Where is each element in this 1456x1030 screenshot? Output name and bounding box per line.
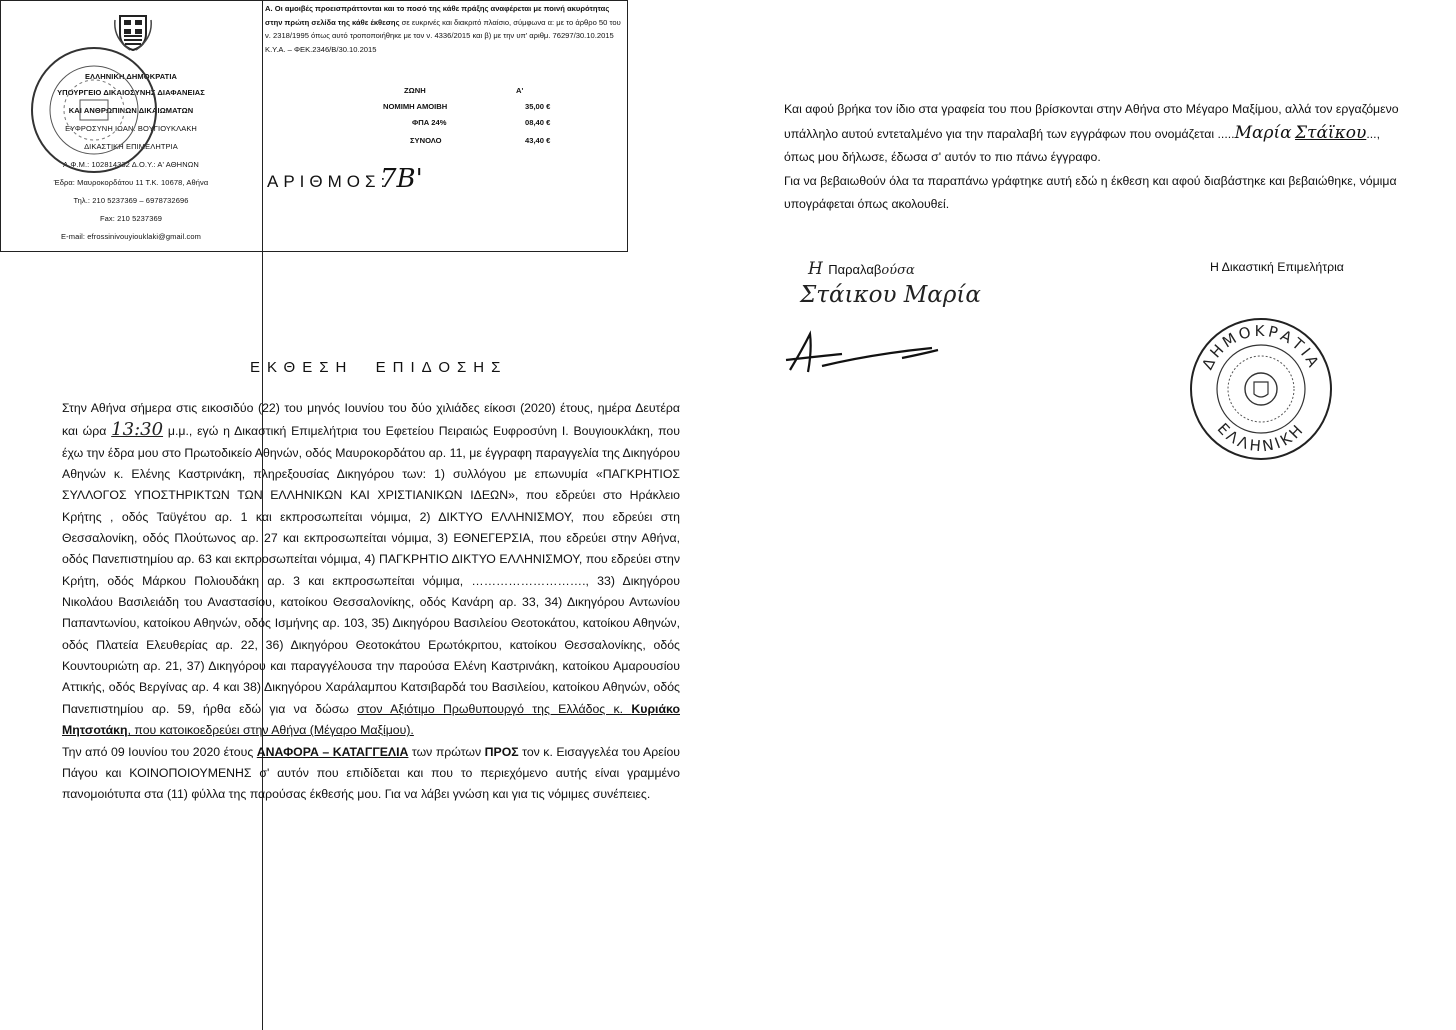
stamp-partial-icon <box>24 40 164 180</box>
fee-value-total: 43,40 € <box>525 136 551 145</box>
zone-label: ΖΩΝΗ <box>404 86 426 95</box>
p2-text-d: τον κ. Εισαγγελέα του Αρείου Πάγου και ΚΟΙΝΟΠΟΙΟΥΜΕΝΗΣ σ' αυτόν που επιδίδεται και που το περιεχόμενο αυτής είναι γραμμένο πανομοιότυπα στα (11) φύλλα της παρούσας έκθεσής μου. Για να λάβει γνώση και για τις νόμιμες συνέπειες. <box>62 744 681 802</box>
fee-notice-rest: σε ευκρινές και διακριτό πλαίσιο, σύμφωνα α: με το άρθρο 50 του ν. 2318/1995 όπως αυτό τροποποιήθηκε με τον ν. 4336/2015 και β) με την υπ' αριθμ. 76297/30.10.2015 Κ.Υ.Α. – ΦΕΚ.2346/Β/30.10.2015 <box>265 17 621 54</box>
p2-doc-type: ΑΝΑΦΟΡΑ – ΚΑΤΑΓΓΕΛΙΑ <box>256 744 409 759</box>
header-address: Έδρα: Μαυροκορδάτου 11 Τ.Κ. 10678, Αθήνα <box>53 178 209 187</box>
official-stamp-icon <box>1188 316 1334 462</box>
recipient-label-hand: ούσα <box>881 263 915 278</box>
recipient-label-text: Παραλαβ <box>828 262 882 277</box>
p2-text-c: των πρώτων <box>408 744 485 759</box>
fee-notice <box>265 2 623 56</box>
bailiff-signature-label: Η Δικαστική Επιμελήτρια <box>1210 260 1344 274</box>
header-state: ΕΛΛΗΝΙΚΗ ΔΗΜΟΚΡΑΤΙΑ <box>84 72 178 81</box>
recipient-signature-icon <box>782 330 952 380</box>
recipient-prefix: Η <box>808 259 829 279</box>
r1-text-a: Και αφού βρήκα τον ίδιο στα γραφεία του που βρίσκονται στην Αθήνα στο Μέγαρο Μαξίμου, αλλά τον εργαζόμενο υπάλληλο αυτού εντεταλμένο για την παραλαβή των εγγράφων που ονομάζεται ..... <box>784 102 1399 141</box>
fee-label-total: ΣΥΝΟΛΟ <box>410 136 442 145</box>
stamp-bottom-text: ΕΛΛΗΝΙΚΗ <box>1213 419 1309 456</box>
stamp-top-text: ΔΗΜΟΚΡΑΤΙΑ <box>1198 321 1324 373</box>
svg-text:ΔΗΜΟΚΡΑΤΙΑ <box>1198 322 1323 373</box>
right-paragraph-1 <box>784 98 1404 170</box>
fee-label-vat: ΦΠΑ 24% <box>412 118 447 127</box>
paragraph-1 <box>62 398 680 742</box>
header-bailiff-title: ΔΙΚΑΣΤΙΚΗ ΕΠΙΜΕΛΗΤΡΙΑ <box>84 142 178 151</box>
zone-value: Α' <box>516 86 524 95</box>
p1-text-b: μ.μ., εγώ η Δικαστική Επιμελήτρια του Εφετείου Πειραιώς Ευφροσύνη Ι. Βουγιουκλάκη, που έχω την έδρα μου στο Πρωτοδικείο Αθηνών, οδός Μαυροκορδάτου αρ. 11, με έγγραφη παραγγελία της Δικηγόρου Αθηνών κ. Ελένης Καστρινάκη, πληρεξουσίας Δικηγόρου των: 1) συλλόγου με επωνυμία «ΠΑΓΚΡΗΤΙΟΣ ΣΥΛΛΟΓΟΣ ΥΠΟΣΤΗΡΙΚΤΩΝ ΤΩΝ ΕΛΛΗΝΙΚΩΝ ΚΑΙ ΧΡΙΣΤΙΑΝΙΚΩΝ ΙΔΕΩΝ», που εδρεύει στο Ηράκλειο Κρήτης , οδός Ταϋγέτου αρ. 1 και εκπροσωπείται νόμιμα, 2) ΔΙΚΤΥΟ ΕΛΛΗΝΙΣΜΟΥ, που εδρεύει στη Θεσσαλονίκη, οδός Πλούτωνος αρ. 27 και εκπροσωπείται νόμιμα, 3) ΕΘΝΕΓΕΡΣΙΑ, που εδρεύει στην Αθήνα, οδός Πανεπιστημίου αρ. 63 και εκπροσωπείται νόμιμα, 4) ΠΑΓΚΡΗΤΙΟ ΔΙΚΤΥΟ ΕΛΛΗΝΙΣΜΟΥ, που εδρεύει στην Κρήτη, οδός Μάρκου Πολιουδάκη αρ. 3 και εκπροσωπείται νόμιμα, ………………………., 33) Δικηγόρου Νικολάου Βασιλειάδη του Αναστασίου, κατοίκου Θεσσαλονίκης, οδός Κανάρη αρ. 33, 34) Δικηγόρου Αντωνίου Παπαντωνίου, κατοίκου Αθηνών, οδός Ισμήνης αρ. 103, 35) Δικηγόρου Βασιλείου Θεοτοκάτου, κατοίκου Αθηνών, οδός Πλατεία Ελευθερίας αρ. 22, 36) Δικηγόρου Θεοτοκάτου Ερωτόκριτου, κατοίκου Θεσσαλονίκης, οδός Κουντουριώτη αρ. 21, 37) Δικηγόρου και παραγγέλουσα την παρούσα Ελένη Καστρινάκη, κατοίκου Αμαρουσίου Αττικής, οδός Βεργίνας αρ. 4 και 38) Δικηγόρου Χαράλαμπου Κατσιβαρδά του Βασιλείου, κατοίκου Αθηνών, οδός Πανεπιστημίου αρ. 59, ήρθα εδώ για να δώσω <box>62 424 680 716</box>
document-title: ΕΚΘΕΣΗ ΕΠΙΔΟΣΗΣ <box>250 359 508 376</box>
header-ministry-2: ΚΑΙ ΑΝΘΡΩΠΙΝΩΝ ΔΙΚΑΙΩΜΑΤΩΝ <box>68 106 194 115</box>
p1-recipient-name: Κυριάκο Μητσοτάκη <box>62 701 680 738</box>
paragraph-2 <box>62 742 680 806</box>
fee-value-vat: 08,40 € <box>525 118 551 127</box>
number-handwritten: 7Β' <box>380 164 423 194</box>
number-label: ΑΡΙΘΜΟΣ: <box>267 172 391 191</box>
r1-text-b: ..., όπως μου δήλωσε, έδωσα σ' αυτόν το πιο πάνω έγγραφο. <box>784 126 1380 164</box>
header-fax: Fax: 210 5237369 <box>99 214 163 223</box>
delivery-text <box>784 98 1404 217</box>
header-bailiff-name: ΕΥΦΡΟΣΥΝΗ ΙΩΑΝ. ΒΟΥΓΙΟΥΚΛΑΚΗ <box>65 124 197 133</box>
fee-notice-bold: Α. Οι αμοιβές προεισπράττονται και το ποσό της κάθε πράξης αναφέρεται με ποινή ακυρότητας στην πρώτη σελίδα της κάθε έκθεσης <box>265 4 610 27</box>
handwritten-first-name: Μαρία <box>1234 122 1292 143</box>
header-ministry-1: ΥΠΟΥΡΓΕΙΟ ΔΙΚΑΙΟΣΥΝΗΣ ΔΙΑΦΑΝΕΙΑΣ <box>57 88 205 97</box>
recipient-name-handwritten: Στάικου Μαρία <box>800 282 981 308</box>
right-paragraph-2: Για να βεβαιωθούν όλα τα παραπάνω γράφτηκε αυτή εδώ η έκθεση και αφού διαβάστηκε και βεβαιώθηκε, νόμιμα υπογράφεται όπως ακολουθεί. <box>784 173 1397 211</box>
handwritten-surname: Στάϊκου <box>1295 122 1367 143</box>
header-email: E-mail: efrossinivouyiouklaki@gmail.com <box>61 232 201 241</box>
p1-recipient-a: στον Αξιότιμο Πρωθυπουργό της Ελλάδος κ. <box>357 701 632 716</box>
header-tax-id: Α.Φ.Μ.: 102814332 Δ.Ο.Υ.: Α' ΑΘΗΝΩΝ <box>63 160 199 169</box>
fee-label-legal: ΝΟΜΙΜΗ ΑΜΟΙΒΗ <box>383 102 448 111</box>
handwritten-time: 13:30 <box>111 419 164 441</box>
p1-recipient-b: , που κατοικοεδρεύει στην Αθήνα (Μέγαρο Μαξίμου). <box>127 723 414 738</box>
p2-text-a: Την από 09 Ιουνίου του 2020 έτους <box>62 744 257 759</box>
service-report-body <box>62 398 680 806</box>
p2-pros: ΠΡΟΣ <box>484 744 519 759</box>
recipient-label <box>808 259 915 279</box>
p1-text-a: Στην Αθήνα σήμερα στις εικοσιδύο (22) του μηνός Ιουνίου του δύο χιλιάδες είκοσι (2020) έτους, ημέρα Δευτέρα και ώρα <box>62 401 680 439</box>
fee-value-legal: 35,00 € <box>525 102 551 111</box>
header-phone: Τηλ.: 210 5237369 – 6978732696 <box>73 196 189 205</box>
